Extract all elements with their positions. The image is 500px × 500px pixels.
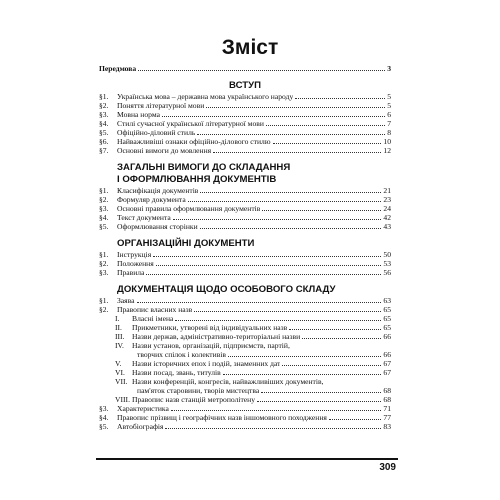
toc-entry-page: 24 <box>383 204 391 213</box>
toc-entry-label: Поняття літературної мови <box>117 101 205 110</box>
toc-entry-label: Власні імена <box>132 314 174 323</box>
toc-entry <box>99 146 391 155</box>
toc-entry-label: Заява <box>117 296 135 305</box>
toc-entry <box>99 404 391 413</box>
toc-entry-label: пам'яток старовини, творів мистецтва <box>137 386 260 395</box>
dot-leader <box>329 419 382 420</box>
toc-entry <box>99 92 391 101</box>
toc-entry-label: Найважливіші ознаки офіційно-ділового стилю <box>117 137 271 146</box>
dot-leader <box>206 107 385 108</box>
toc-entry-page: 83 <box>383 422 391 431</box>
dot-leader <box>261 392 381 393</box>
toc-entry-number: VII. <box>115 377 128 386</box>
dot-leader <box>266 125 385 126</box>
toc-entry-page: 5 <box>387 92 391 101</box>
toc-entry <box>99 296 391 305</box>
toc-entry-number: §3. <box>99 404 109 413</box>
toc-entry-label: Правопис назв станцій метрополітену <box>132 395 256 404</box>
section-heading: ОРГАНІЗАЦІЙНІ ДОКУМЕНТИ <box>117 238 255 249</box>
toc-entry-number: II. <box>115 323 122 332</box>
toc-entry-number: VIII. <box>115 395 130 404</box>
section-heading: ВСТУП <box>229 80 261 91</box>
toc-entry-page: 10 <box>383 137 391 146</box>
toc-entry-number: §7. <box>99 146 109 155</box>
toc-entry-page: 63 <box>383 296 391 305</box>
toc-entry <box>99 128 391 137</box>
toc-entry-page: 6 <box>387 110 391 119</box>
toc-entry <box>99 395 391 404</box>
section-heading: ДОКУМЕНТАЦІЯ ЩОДО ОСОБОВОГО СКЛАДУ <box>117 284 336 295</box>
dot-leader <box>197 134 385 135</box>
toc-entry <box>99 213 391 222</box>
toc-entry-page: 71 <box>383 404 391 413</box>
toc-entry-number: IV. <box>115 341 124 350</box>
toc-entry-number: §1. <box>99 296 109 305</box>
toc-entry-label: Формуляр документа <box>117 195 186 204</box>
toc-entry <box>99 110 391 119</box>
toc-entry-label: Назви посад, звань, титулів <box>132 368 221 377</box>
dot-leader <box>282 365 381 366</box>
toc-entry-page: 77 <box>383 413 391 422</box>
toc-entry-number: §2. <box>99 305 109 314</box>
toc-entry-number: §5. <box>99 422 109 431</box>
toc-entry <box>99 377 391 386</box>
toc-entry-label: Прикметники, утворені від індивідуальних назв <box>132 323 288 332</box>
toc-entry-number: §2. <box>99 259 109 268</box>
toc-entry-label: Мовна норма <box>117 110 160 119</box>
toc-entry-number: §1. <box>99 250 109 259</box>
toc-entry-page: 3 <box>387 64 391 73</box>
toc-entry <box>99 250 391 259</box>
toc-entry-page: 66 <box>383 350 391 359</box>
toc-entry-page: 68 <box>383 386 391 395</box>
dot-leader <box>146 274 381 275</box>
toc-entry-label: Стилі сучасної української літературної мови <box>117 119 264 128</box>
toc-entry-label: Оформлювання сторінки <box>117 222 198 231</box>
toc-entry <box>99 195 391 204</box>
toc-entry-number: III. <box>115 332 125 341</box>
toc-entry-number: §5. <box>99 128 109 137</box>
toc-entry-page: 8 <box>387 128 391 137</box>
toc-entry-page: 67 <box>383 359 391 368</box>
dot-leader <box>194 311 381 312</box>
dot-leader <box>162 116 385 117</box>
toc-entry-label: Основні правила оформлювання документів <box>117 204 261 213</box>
toc-entry-page: 53 <box>383 259 391 268</box>
toc-entry <box>99 101 391 110</box>
toc-entry <box>99 259 391 268</box>
dot-leader <box>175 320 381 321</box>
toc-entry-page: 65 <box>383 323 391 332</box>
table-of-contents <box>99 64 391 431</box>
toc-entry-number: §1. <box>99 92 109 101</box>
toc-entry-label: Характеристика <box>117 404 169 413</box>
toc-entry <box>99 422 391 431</box>
dot-leader <box>289 329 381 330</box>
toc-entry-page: 42 <box>383 213 391 222</box>
toc-entry <box>99 119 391 128</box>
toc-entry-page: 67 <box>383 368 391 377</box>
dot-leader <box>262 210 381 211</box>
dot-leader <box>165 428 381 429</box>
toc-entry-label: Українська мова – державна мова українського народу <box>117 92 294 101</box>
toc-entry-page: 7 <box>387 119 391 128</box>
toc-entry-page: 5 <box>387 101 391 110</box>
toc-entry <box>99 386 391 395</box>
toc-entry-number: §5. <box>99 222 109 231</box>
toc-entry-page: 65 <box>383 305 391 314</box>
toc-entry-label: Текст документа <box>117 213 171 222</box>
dot-leader <box>156 265 382 266</box>
toc-entry-number: §3. <box>99 268 109 277</box>
toc-entry-number: §1. <box>99 186 109 195</box>
toc-entry-number: §4. <box>99 119 109 128</box>
page-title: Зміст <box>221 36 279 59</box>
toc-entry-number: §3. <box>99 204 109 213</box>
toc-entry-number: VI. <box>115 368 125 377</box>
toc-entry-label: Назви конференцій, конгресів, найважливіших документів, <box>132 377 324 386</box>
toc-entry-label: Положення <box>117 259 154 268</box>
dot-leader <box>137 302 382 303</box>
page-number: 309 <box>379 462 396 473</box>
toc-entry-label: Правопис прізвищ і географічних назв іншомовного походження <box>117 413 327 422</box>
toc-entry-label: Основні вимоги до мовлення <box>117 146 212 155</box>
toc-entry-label: Правопис власних назв <box>117 305 193 314</box>
toc-entry-label: Правила <box>117 268 145 277</box>
dot-leader <box>213 152 381 153</box>
footer-rule <box>96 458 398 460</box>
toc-entry-page: 12 <box>383 146 391 155</box>
toc-entry-page: 65 <box>383 314 391 323</box>
dot-leader <box>138 70 385 71</box>
toc-entry-label: творчих спілок і колективів <box>137 350 226 359</box>
toc-entry-label: Інструкція <box>117 250 152 259</box>
dot-leader <box>273 143 382 144</box>
toc-entry-preface <box>99 64 391 73</box>
dot-leader <box>295 98 385 99</box>
toc-entry <box>99 332 391 341</box>
toc-entry-page: 43 <box>383 222 391 231</box>
toc-entry <box>99 137 391 146</box>
toc-entry-page: 21 <box>383 186 391 195</box>
toc-entry-label: Класифікація документів <box>117 186 199 195</box>
toc-entry-number: §2. <box>99 101 109 110</box>
toc-entry-page: 50 <box>383 250 391 259</box>
dot-leader <box>153 256 381 257</box>
toc-entry <box>99 350 391 359</box>
toc-entry-label: Назви установ, організацій, підприємств, партій, <box>132 341 290 350</box>
dot-leader <box>223 374 382 375</box>
toc-entry <box>99 323 391 332</box>
toc-entry-number: §4. <box>99 213 109 222</box>
dot-leader <box>257 401 381 402</box>
toc-entry-number: V. <box>115 359 122 368</box>
toc-entry-label: Назви держав, адміністративно-територіальні назви <box>132 332 301 341</box>
toc-entry <box>99 268 391 277</box>
dot-leader <box>171 410 382 411</box>
toc-entry-label: Назви історичних епох і подій, знаменних дат <box>132 359 281 368</box>
toc-entry-number: §3. <box>99 110 109 119</box>
toc-entry-number: §2. <box>99 195 109 204</box>
toc-entry-page: 23 <box>383 195 391 204</box>
toc-entry <box>99 341 391 350</box>
dot-leader <box>228 356 381 357</box>
toc-entry-page: 66 <box>383 332 391 341</box>
dot-leader <box>188 201 382 202</box>
toc-entry <box>99 413 391 422</box>
toc-entry-page: 56 <box>383 268 391 277</box>
toc-entry <box>99 359 391 368</box>
toc-entry <box>99 368 391 377</box>
dot-leader <box>173 219 382 220</box>
dot-leader <box>200 192 381 193</box>
toc-entry <box>99 314 391 323</box>
dot-leader <box>200 228 382 229</box>
toc-entry-number: §6. <box>99 137 109 146</box>
toc-entry-number: §4. <box>99 413 109 422</box>
dot-leader <box>302 338 381 339</box>
toc-entry <box>99 204 391 213</box>
toc-entry <box>99 305 391 314</box>
section-heading: ЗАГАЛЬНІ ВИМОГИ ДО СКЛАДАННЯ <box>117 162 291 173</box>
toc-entry-number: I. <box>115 314 120 323</box>
toc-entry-label: Офіційно-діловий стиль <box>117 128 196 137</box>
toc-entry-page: 68 <box>383 395 391 404</box>
toc-entry-label: Автобіографія <box>117 422 164 431</box>
toc-entry-label: Передмова <box>99 64 137 73</box>
section-heading: І ОФОРМЛЮВАННЯ ДОКУМЕНТІВ <box>117 174 277 185</box>
toc-entry <box>99 186 391 195</box>
toc-entry <box>99 222 391 231</box>
